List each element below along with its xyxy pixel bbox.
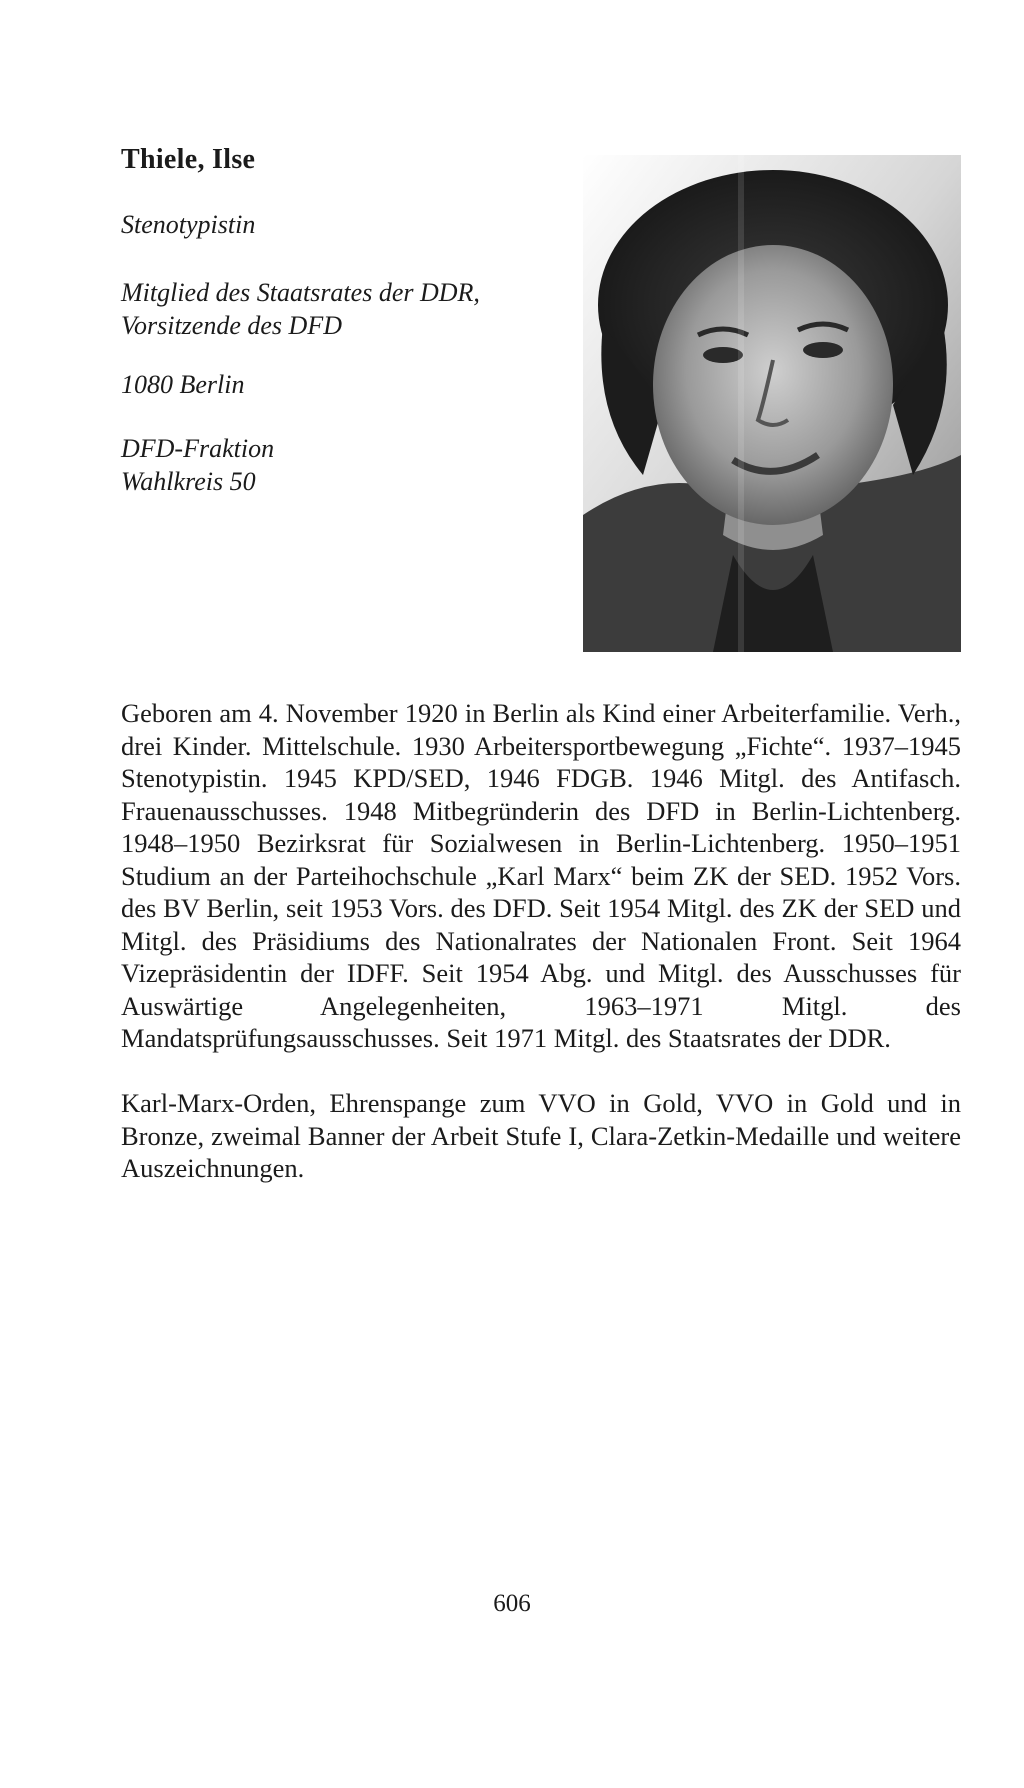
faction-line: Wahlkreis 50 bbox=[121, 467, 256, 496]
location-text: 1080 Berlin bbox=[121, 370, 245, 399]
faction-line: DFD-Fraktion bbox=[121, 434, 275, 463]
function-line: Vorsitzende des DFD bbox=[121, 311, 342, 340]
functions bbox=[121, 276, 541, 342]
biography-text: Geboren am 4. November 1920 in Berlin als Kind einer Arbeiterfamilie. Verh., drei Kinder. Mittelschule. 1930 Arbeitersportbewegung „Fichte“. 1937–1945 Stenotypistin. 1945 KPD/SED, 1946 FDGB. 1946 Mitgl. des Antifasch. Frauenausschusses. 1948 Mitbegründerin des DFD in Berlin-Lichtenberg. 1948–1950 Bezirksrat für Sozialwesen in Berlin-Lichtenberg. 1950–1951 Studium an der Parteihochschule „Karl Marx“ beim ZK der SED. 1952 Vors. des BV Berlin, seit 1953 Vors. des DFD. Seit 1954 Mitgl. des ZK der SED und Mitgl. des Präsidiums des Nationalrates der Nationalen Front. Seit 1964 Vizepräsidentin der IDFF. Seit 1954 Abg. und Mitgl. des Ausschusses für Auswärtige Angelegenheiten, 1963–1971 Mitgl. des Mandatsprüfungsausschusses. Seit 1971 Mitgl. des Staatsrates der DDR. bbox=[121, 698, 961, 1053]
occupation-text: Stenotypistin bbox=[121, 210, 256, 239]
portrait-photo bbox=[583, 155, 961, 652]
portrait-illustration bbox=[583, 155, 961, 652]
occupation bbox=[121, 208, 541, 241]
function-line: Mitglied des Staatsrates der DDR, bbox=[121, 278, 480, 307]
location bbox=[121, 368, 541, 401]
awards-text: Karl-Marx-Orden, Ehrenspange zum VVO in Gold, VVO in Gold und in Bronze, zweimal Banner der Arbeit Stufe I, Clara-Zetkin-Medaille und weitere Auszeichnungen. bbox=[121, 1088, 961, 1183]
person-name: Thiele, Ilse bbox=[121, 144, 256, 175]
faction bbox=[121, 432, 541, 498]
page-number: 606 bbox=[493, 1590, 531, 1617]
